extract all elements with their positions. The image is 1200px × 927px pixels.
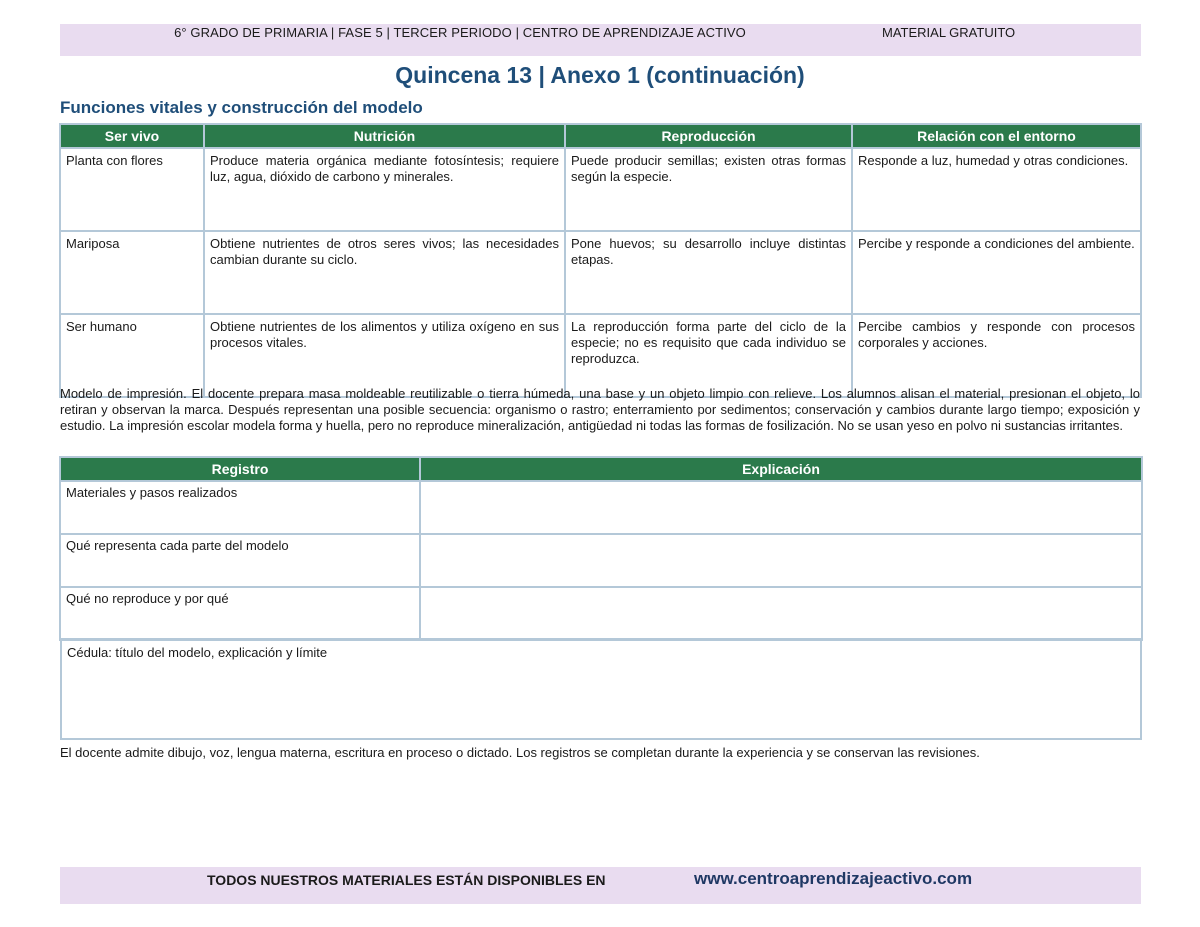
cedula-label: Cédula: título del modelo, explicación y límite xyxy=(67,645,328,660)
cell-reproduction: Pone huevos; su desarrollo incluye distintas etapas. xyxy=(565,231,852,314)
header-nutrition: Nutrición xyxy=(204,124,565,148)
page-title: Quincena 13 | Anexo 1 (continuación) xyxy=(395,62,805,88)
vital-functions-table xyxy=(59,123,1142,398)
cell-explanation-blank[interactable] xyxy=(420,587,1142,640)
cell-relation: Responde a luz, humedad y otras condiciones. xyxy=(852,148,1141,231)
cell-record-label: Qué no reproduce y por qué xyxy=(60,587,420,640)
cell-reproduction: Puede producir semillas; existen otras formas según la especie. xyxy=(565,148,852,231)
cell-record-label: Qué representa cada parte del modelo xyxy=(60,534,420,587)
table-header-row xyxy=(60,457,1142,481)
cell-nutrition: Obtiene nutrientes de otros seres vivos; las necesidades cambian durante su ciclo. xyxy=(204,231,565,314)
header-record: Registro xyxy=(60,457,420,481)
cedula-box[interactable] xyxy=(60,638,1142,740)
cell-record-label: Materiales y pasos realizados xyxy=(60,481,420,534)
header-explanation: Explicación xyxy=(420,457,1142,481)
footer-band xyxy=(60,867,1141,904)
cell-nutrition: Obtiene nutrientes de los alimentos y utiliza oxígeno en sus procesos vitales. xyxy=(204,314,565,397)
table-row xyxy=(60,231,1141,314)
footer-available-text: TODOS NUESTROS MATERIALES ESTÁN DISPONIBLES EN xyxy=(207,872,606,888)
teacher-note: El docente admite dibujo, voz, lengua materna, escritura en proceso o dictado. Los registros se completan durante la experiencia y se conservan las revisiones. xyxy=(60,745,980,760)
free-material-label: MATERIAL GRATUITO xyxy=(882,25,1016,40)
cell-relation: Percibe cambios y responde con procesos corporales y acciones. xyxy=(852,314,1141,397)
section-title: Funciones vitales y construcción del modelo xyxy=(60,98,423,117)
top-header-band xyxy=(60,24,1141,56)
table-row xyxy=(60,481,1142,534)
table-row xyxy=(60,534,1142,587)
cell-living-being: Mariposa xyxy=(60,231,204,314)
cell-nutrition: Produce materia orgánica mediante fotosíntesis; requiere luz, agua, dióxido de carbono y minerales. xyxy=(204,148,565,231)
cell-explanation-blank[interactable] xyxy=(420,481,1142,534)
header-reproduction: Reproducción xyxy=(565,124,852,148)
cell-relation: Percibe y responde a condiciones del ambiente. xyxy=(852,231,1141,314)
table-row xyxy=(60,148,1141,231)
cell-reproduction: La reproducción forma parte del ciclo de la especie; no es requisito que cada individuo se reproduzca. xyxy=(565,314,852,397)
header-relation: Relación con el entorno xyxy=(852,124,1141,148)
model-description-paragraph: Modelo de impresión. El docente prepara masa moldeable reutilizable o tierra húmeda, una base y un objeto limpio con relieve. Los alumnos alisan el material, presionan el objeto, lo retiran y observan la marca. Después representan una posible secuencia: organismo o rastro; enterramiento por sedimentos; conservación y cambios durante largo tiempo; exposición y estudio. La impresión escolar modela forma y huella, pero no reproduce mineralización, antigüedad ni todas las formas de fosilización. No se usan yeso en polvo ni sustancias irritantes. xyxy=(60,386,1140,433)
grade-info: 6° GRADO DE PRIMARIA | FASE 5 | TERCER PERIODO | CENTRO DE APRENDIZAJE ACTIVO xyxy=(174,25,746,40)
cell-explanation-blank[interactable] xyxy=(420,534,1142,587)
table-header-row xyxy=(60,124,1141,148)
table-row xyxy=(60,587,1142,640)
cell-living-being: Ser humano xyxy=(60,314,204,397)
table-row xyxy=(60,314,1141,397)
record-table xyxy=(59,456,1143,641)
footer-url-link[interactable]: www.centroaprendizajeactivo.com xyxy=(694,869,973,888)
header-living-being: Ser vivo xyxy=(60,124,204,148)
cell-living-being: Planta con flores xyxy=(60,148,204,231)
